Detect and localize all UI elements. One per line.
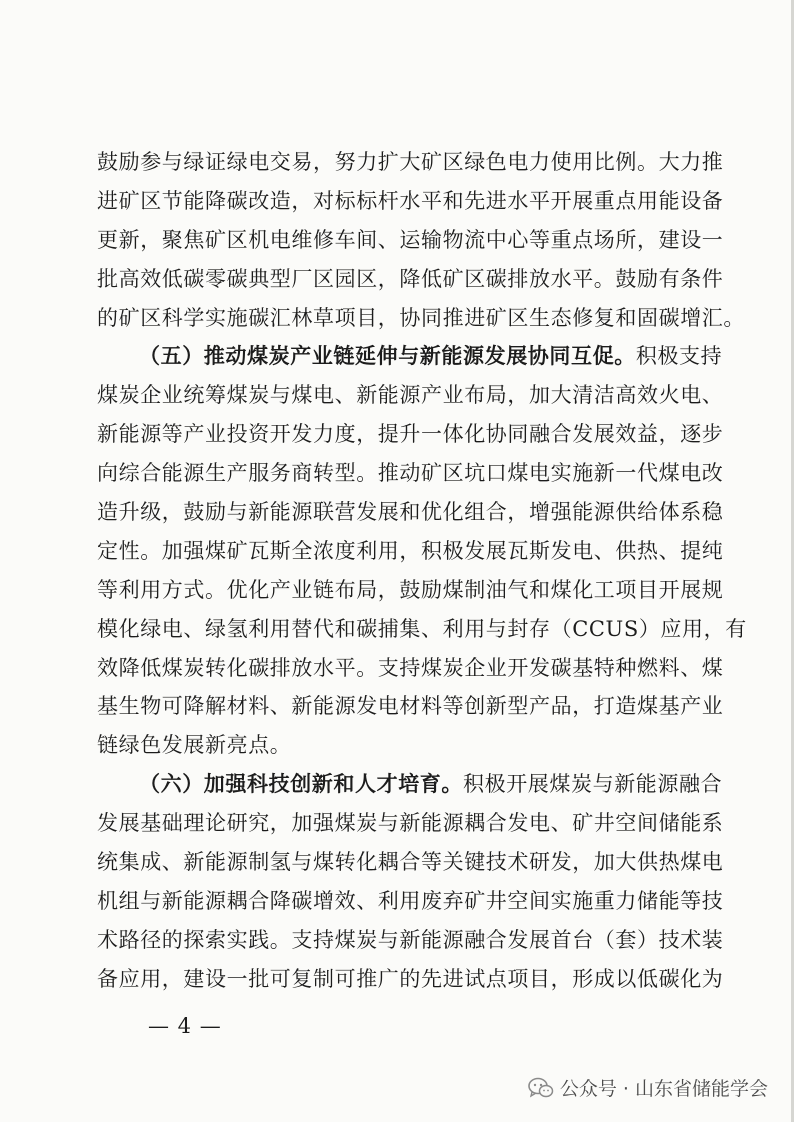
section-6-lead-text: 积极开展煤炭与新能源融合 — [463, 772, 723, 797]
text-line: 链绿色发展新亮点。 — [97, 733, 292, 758]
text-line: 统集成、新能源制氢与煤转化耦合等关键技术研发，加大供热煤电 — [97, 850, 724, 875]
text-line: 发展基础理论研究，加强煤炭与新能源耦合发电、矿井空间储能系 — [97, 811, 724, 836]
text-line: 鼓励参与绿证绿电交易，努力扩大矿区绿色电力使用比例。大力推 — [97, 150, 724, 174]
text-line: 进矿区节能降碳改造，对标标杆水平和先进水平开展重点用能设备 — [97, 188, 724, 213]
text-line: 新能源等产业投资开发力度，提升一体化协同融合发展效益，逐步 — [97, 422, 724, 447]
text-line: 备应用，建设一批可复制可推广的先进试点项目，形成以低碳化为 — [97, 966, 724, 991]
text-line: 效降低煤炭转化碳排放水平。支持煤炭企业开发碳基特种燃料、煤 — [97, 655, 724, 680]
text-line: 向综合能源生产服务商转型。推动矿区坑口煤电实施新一代煤电改 — [97, 461, 724, 486]
text-line: 的矿区科学实施碳汇林草项目，协同推进矿区生态修复和固碳增汇。 — [97, 305, 745, 330]
watermark — [528, 1074, 768, 1101]
text-line: 基生物可降解材料、新能源发电材料等创新型产品，打造煤基产业 — [97, 694, 724, 719]
text-line: 批高效低碳零碳典型厂区园区，降低矿区碳排放水平。鼓励有条件 — [97, 266, 724, 291]
text-line: 造升级，鼓励与新能源联营发展和优化组合，增强能源供给体系稳 — [97, 500, 724, 525]
text-line: 更新，聚焦矿区机电维修车间、运输物流中心等重点场所，建设一 — [97, 227, 724, 252]
section-5-first-line — [97, 337, 723, 376]
document-body — [97, 143, 747, 999]
text-line: 煤炭企业统筹煤炭与煤电、新能源产业布局，加大清洁高效火电、 — [97, 383, 724, 408]
text-line: 术路径的探索实践。支持煤炭与新能源融合发展首台（套）技术装 — [97, 927, 724, 952]
page-number: — 4 — — [148, 1014, 222, 1038]
text-line: 等利用方式。优化产业链布局，鼓励煤制油气和煤化工项目开展规 — [97, 577, 724, 602]
text-line: 模化绿电、绿氢利用替代和碳捕集、利用与封存（CCUS）应用，有 — [97, 616, 747, 641]
section-6-first-line — [97, 765, 723, 804]
section-6-heading: （六）加强科技创新和人才培育。 — [139, 772, 463, 797]
watermark-text: 公众号 · 山东省储能学会 — [559, 1078, 768, 1100]
section-5-lead-text: 积极支持 — [635, 344, 723, 369]
wechat-icon — [528, 1077, 554, 1099]
text-line: 机组与新能源耦合降碳增效、利用废弃矿井空间实施重力储能等技 — [97, 888, 724, 913]
text-line: 定性。加强煤矿瓦斯全浓度利用，积极发展瓦斯发电、供热、提纯 — [97, 538, 724, 563]
section-5-heading: （五）推动煤炭产业链延伸与新能源发展协同互促。 — [139, 344, 636, 369]
